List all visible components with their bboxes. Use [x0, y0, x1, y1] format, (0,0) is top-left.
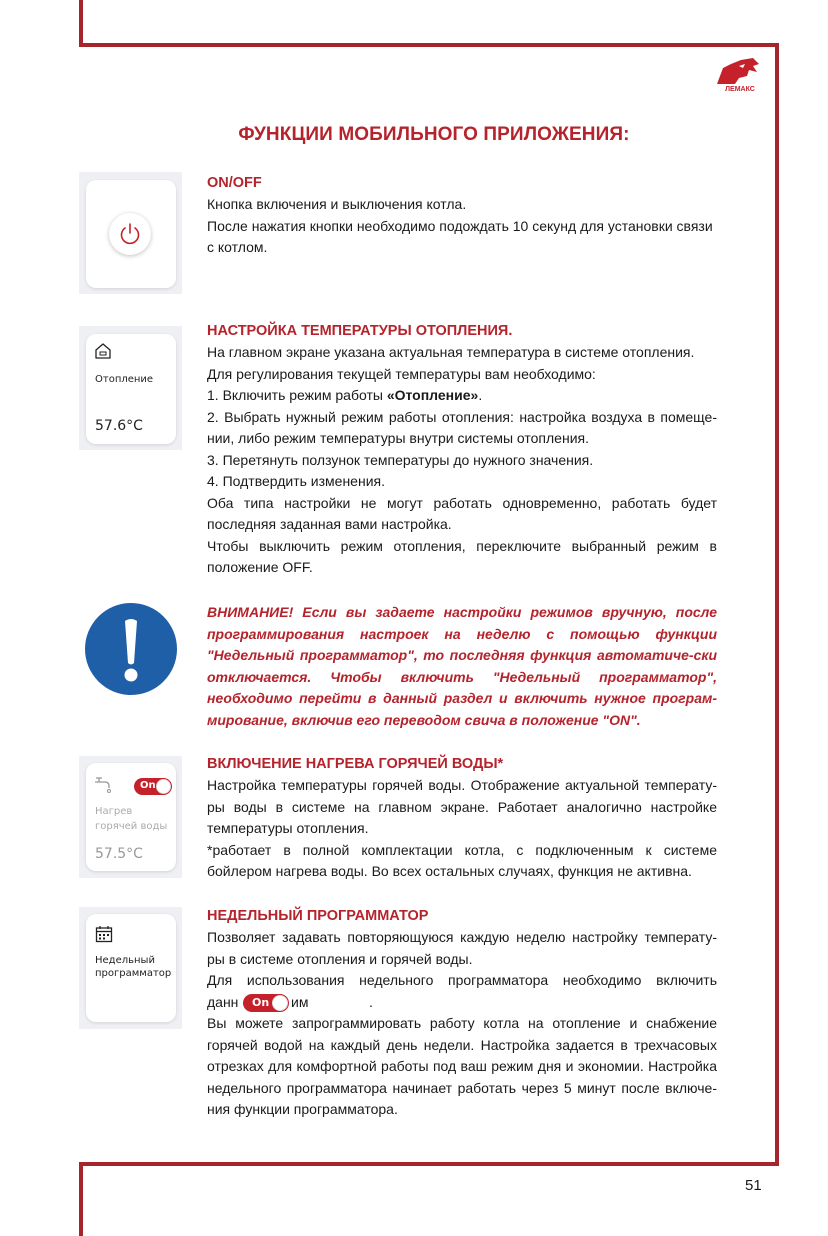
hotwater-text-2: *работает в полной комплектации котла, с подключенным к системе бойлером нагрева воды. Во всех остальных случаях, функция не активна. — [207, 841, 717, 879]
weekly-text-2b-post: им — [291, 993, 309, 1010]
weekly-toggle-label: On — [252, 995, 270, 1009]
exclamation-icon — [85, 603, 177, 695]
brand-logo-text: ЛЕМАКС — [725, 86, 755, 93]
toggle-knob — [156, 779, 171, 794]
heating-text-1: На главном экране указана актуальная температура в системе отопления. — [207, 344, 695, 360]
hotwater-section — [207, 755, 717, 883]
heating-section — [207, 322, 717, 579]
weekly-text-2b-pre: данн — [207, 993, 239, 1010]
heating-step-1-pre: 1. Включить режим работы — [207, 387, 387, 403]
frame-line — [775, 43, 779, 1166]
weekly-text-2b — [207, 992, 717, 1014]
weekly-section — [207, 907, 717, 1121]
hotwater-toggle-label: On — [140, 780, 156, 791]
hotwater-toggle[interactable] — [134, 778, 172, 795]
hotwater-text-1: Настройка температуры горячей воды. Отображение актуальной температу-ры воды в системе на главном экране. Работает аналогично настройке температуры отопления. — [207, 777, 717, 836]
heating-text-2: Для регулирования текущей температуры вам необходимо: — [207, 365, 596, 382]
page-number: 51 — [745, 1177, 762, 1194]
weekly-text-2: Для использования недельного программатора необходимо включить — [207, 972, 717, 988]
page-title: ФУНКЦИИ МОБИЛЬНОГО ПРИЛОЖЕНИЯ: — [238, 124, 630, 145]
frame-line — [79, 1162, 83, 1236]
hotwater-card[interactable] — [86, 763, 176, 871]
faucet-icon — [93, 774, 115, 794]
heating-text-5: Оба типа настройки не могут работать одновременно, работать будет последняя заданная вами настройка. — [207, 494, 717, 532]
hotwater-card-label-2: горячей воды — [95, 821, 168, 832]
hotwater-card-label-1: Нагрев — [95, 806, 133, 817]
onoff-text-2: После нажатия кнопки необходимо подождать 10 секунд для установки связи с котлом. — [207, 217, 713, 255]
heating-step-1-post: . — [478, 387, 483, 403]
power-button[interactable] — [109, 213, 151, 255]
onoff-heading: ON/OFF — [207, 175, 262, 191]
heating-heading: НАСТРОЙКА ТЕМПЕРАТУРЫ ОТОПЛЕНИЯ. — [207, 323, 513, 339]
onoff-section — [207, 174, 717, 259]
heating-step-4: 4. Подтвердить изменения. — [207, 473, 385, 489]
onoff-card — [86, 180, 176, 288]
heating-card[interactable] — [86, 334, 176, 444]
weekly-card[interactable] — [86, 914, 176, 1022]
heating-card-label: Отопление — [95, 374, 154, 385]
calendar-icon — [95, 925, 113, 943]
weekly-card-label-1: Недельный — [95, 955, 155, 966]
onoff-text-1: Кнопка включения и выключения котла. — [207, 196, 467, 212]
weekly-text-1: Позволяет задавать повторяющуюся каждую неделю настройку температу-ры в системе отопления и горячей воды. — [207, 929, 717, 967]
weekly-heading: НЕДЕЛЬНЫЙ ПРОГРАММАТОР — [207, 908, 429, 924]
heating-step-1-bold: «Отопление» — [386, 387, 479, 403]
home-icon — [94, 342, 112, 360]
heating-step-3: 3. Перетянуть ползунок температуры до нужного значения. — [207, 451, 594, 468]
weekly-text-2b-end: . — [369, 993, 373, 1010]
heating-text-6: Чтобы выключить режим отопления, переключите выбранный режим в положение OFF. — [207, 537, 717, 575]
heating-card-temp: 57.6°C — [95, 418, 143, 434]
power-icon — [109, 213, 151, 255]
frame-line — [79, 43, 779, 47]
toggle-knob — [272, 995, 288, 1011]
frame-line — [79, 0, 83, 47]
warning-text: ВНИМАНИЕ! Если вы задаете настройки режимов вручную, после программирования настроек на неделю с помощью функции "Недельный программатор", то последняя функция автоматиче-ски отключается. Чтобы включить "Недельный программатор", необходимо перейти в данный раздел и включить нужное програм-мирование, включив его переводом свича в положение "ON". — [207, 604, 717, 728]
weekly-card-label-2: программатор — [95, 968, 172, 979]
frame-line — [79, 1162, 779, 1166]
heating-step-2: 2. Выбрать нужный режим работы отопления: настройка воздуха в помеще-нии, либо режим температуры внутри системы отопления. — [207, 408, 717, 446]
hotwater-card-temp: 57.5°C — [95, 846, 143, 862]
weekly-toggle[interactable] — [243, 994, 289, 1012]
weekly-text-3: Вы можете запрограммировать работу котла на отопление и снабжение горячей водой на каждый день недели. Настройка задается в трехчасовых отрезках для комфортной работы под ваш режим дня и экономии. Настройка недельного программатора начинает работать через 5 минут после включе-ния функции программатора. — [207, 1015, 717, 1117]
warning-icon-circle — [85, 603, 177, 695]
hotwater-heading: ВКЛЮЧЕНИЕ НАГРЕВА ГОРЯЧЕЙ ВОДЫ* — [207, 756, 504, 772]
heating-step-1 — [207, 385, 717, 407]
